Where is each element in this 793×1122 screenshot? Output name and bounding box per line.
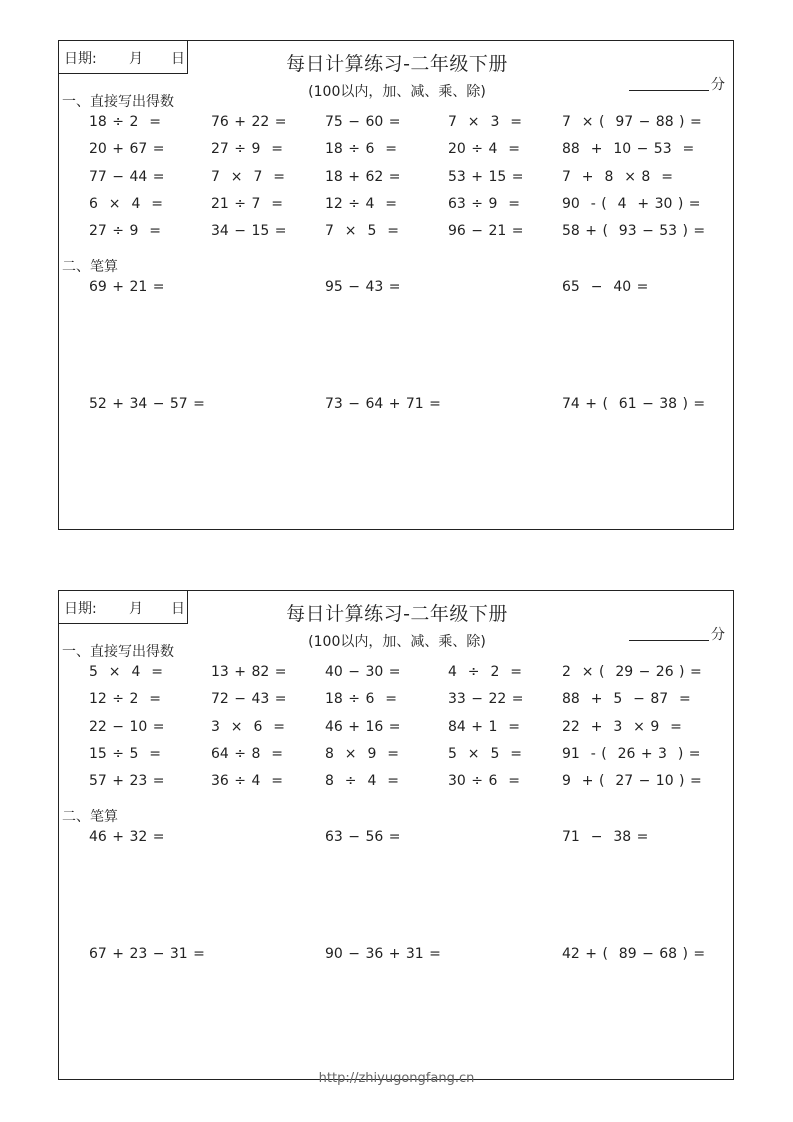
oral-problem: 34 − 15 = <box>211 223 287 239</box>
month-label: 月 <box>129 601 143 617</box>
oral-problem: 5 × 5 = <box>448 746 522 762</box>
written-problem: 73 − 64 + 71 = <box>325 396 441 412</box>
worksheet-2 <box>58 590 734 1080</box>
worksheet-1 <box>58 40 734 530</box>
written-problem: 42 + ( 89 − 68 ) = <box>562 946 706 962</box>
oral-problem: 8 × 9 = <box>325 746 399 762</box>
oral-problem: 3 × 6 = <box>211 719 285 735</box>
score-blank[interactable] <box>629 72 709 91</box>
oral-problem: 22 − 10 = <box>89 719 165 735</box>
oral-problem: 33 − 22 = <box>448 691 524 707</box>
written-problem: 95 − 43 = <box>325 279 401 295</box>
oral-problem: 46 + 16 = <box>325 719 401 735</box>
oral-problem: 6 × 4 = <box>89 196 163 212</box>
oral-problem: 27 ÷ 9 = <box>89 223 161 239</box>
oral-problem: 18 ÷ 6 = <box>325 691 397 707</box>
score-unit: 分 <box>711 627 725 643</box>
oral-problem: 57 + 23 = <box>89 773 165 789</box>
oral-problem: 40 − 30 = <box>325 664 401 680</box>
written-problem: 67 + 23 − 31 = <box>89 946 205 962</box>
oral-problem: 4 ÷ 2 = <box>448 664 522 680</box>
written-problem: 63 − 56 = <box>325 829 401 845</box>
oral-problem: 21 ÷ 7 = <box>211 196 283 212</box>
date-label: 日期: <box>64 51 97 67</box>
oral-problem: 88 + 10 − 53 = <box>562 141 695 157</box>
oral-problem: 90 - ( 4 + 30 ) = <box>562 196 701 212</box>
oral-problem: 64 ÷ 8 = <box>211 746 283 762</box>
section-written-title: 二、笔算 <box>62 809 118 825</box>
oral-problem: 20 + 67 = <box>89 141 165 157</box>
section-written-title: 二、笔算 <box>62 259 118 275</box>
oral-problem: 96 − 21 = <box>448 223 524 239</box>
section-oral-title: 一、直接写出得数 <box>62 644 174 660</box>
oral-problem: 36 ÷ 4 = <box>211 773 283 789</box>
oral-problem: 12 ÷ 2 = <box>89 691 161 707</box>
written-problem: 69 + 21 = <box>89 279 165 295</box>
oral-problem: 77 − 44 = <box>89 169 165 185</box>
oral-problem: 7 × 5 = <box>325 223 399 239</box>
oral-problem: 72 − 43 = <box>211 691 287 707</box>
month-label: 月 <box>129 51 143 67</box>
oral-problem: 2 × ( 29 − 26 ) = <box>562 664 702 680</box>
score-blank[interactable] <box>629 622 709 641</box>
oral-problem: 7 × ( 97 − 88 ) = <box>562 114 702 130</box>
worksheet-title: 每日计算练习-二年级下册 <box>286 53 508 75</box>
oral-problem: 15 ÷ 5 = <box>89 746 161 762</box>
oral-problem: 7 × 7 = <box>211 169 285 185</box>
written-problem: 74 + ( 61 − 38 ) = <box>562 396 706 412</box>
oral-problem: 18 + 62 = <box>325 169 401 185</box>
date-label: 日期: <box>64 601 97 617</box>
oral-problem: 7 + 8 × 8 = <box>562 169 673 185</box>
worksheet-title: 每日计算练习-二年级下册 <box>286 603 508 625</box>
written-problem: 52 + 34 − 57 = <box>89 396 205 412</box>
footer-url[interactable]: http://zhiyugongfang.cn <box>318 1071 475 1086</box>
section-oral-title: 一、直接写出得数 <box>62 94 174 110</box>
oral-problem: 88 + 5 − 87 = <box>562 691 691 707</box>
oral-problem: 7 × 3 = <box>448 114 522 130</box>
written-problem: 71 − 38 = <box>562 829 649 845</box>
day-label: 日 <box>171 51 185 67</box>
oral-problem: 18 ÷ 6 = <box>325 141 397 157</box>
oral-problem: 84 + 1 = <box>448 719 520 735</box>
oral-problem: 8 ÷ 4 = <box>325 773 399 789</box>
oral-problem: 27 ÷ 9 = <box>211 141 283 157</box>
worksheet-subtitle: (100以内，加、减、乘、除) <box>308 84 486 100</box>
written-problem: 90 − 36 + 31 = <box>325 946 441 962</box>
oral-problem: 18 ÷ 2 = <box>89 114 161 130</box>
score-unit: 分 <box>711 77 725 93</box>
oral-problem: 13 + 82 = <box>211 664 287 680</box>
written-problem: 65 − 40 = <box>562 279 649 295</box>
oral-problem: 91 - ( 26 + 3 ) = <box>562 746 701 762</box>
oral-problem: 20 ÷ 4 = <box>448 141 520 157</box>
oral-problem: 5 × 4 = <box>89 664 163 680</box>
oral-problem: 58 + ( 93 − 53 ) = <box>562 223 706 239</box>
oral-problem: 75 − 60 = <box>325 114 401 130</box>
worksheet-subtitle: (100以内，加、减、乘、除) <box>308 634 486 650</box>
oral-problem: 63 ÷ 9 = <box>448 196 520 212</box>
oral-problem: 22 + 3 × 9 = <box>562 719 682 735</box>
day-label: 日 <box>171 601 185 617</box>
oral-problem: 12 ÷ 4 = <box>325 196 397 212</box>
oral-problem: 76 + 22 = <box>211 114 287 130</box>
oral-problem: 9 + ( 27 − 10 ) = <box>562 773 702 789</box>
oral-problem: 30 ÷ 6 = <box>448 773 520 789</box>
oral-problem: 53 + 15 = <box>448 169 524 185</box>
written-problem: 46 + 32 = <box>89 829 165 845</box>
